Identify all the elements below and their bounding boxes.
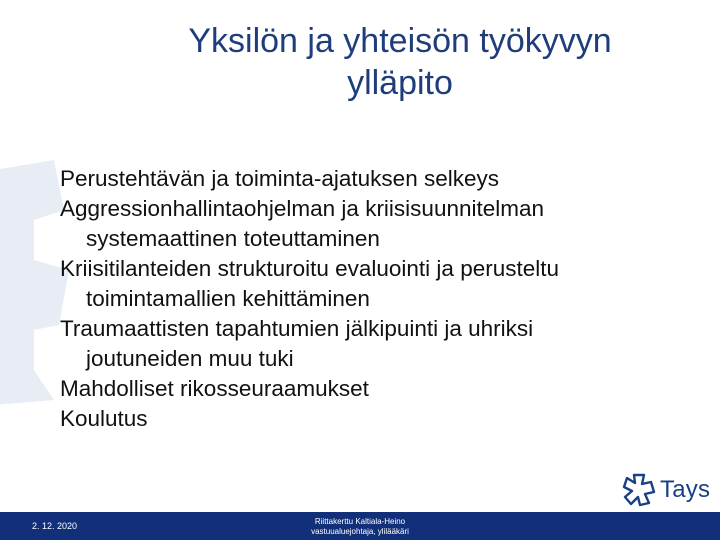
- bullet-text: Mahdolliset rikosseuraamukset: [60, 376, 369, 401]
- tays-cross-logo-icon: [622, 473, 656, 507]
- bullet-text: systemaattinen toteuttaminen: [86, 226, 380, 251]
- bullet-text: Kriisitilanteiden strukturoitu evaluointi ja perusteltu: [60, 256, 560, 281]
- bullet-text: Perustehtävän ja toiminta-ajatuksen selkeys: [60, 166, 499, 191]
- bullet-text: joutuneiden muu tuki: [86, 346, 294, 371]
- logo-text: Tays: [660, 476, 711, 503]
- footer-author-role: vastuualuejohtaja, ylilääkäri: [311, 527, 409, 536]
- bullet-text: Koulutus: [60, 406, 148, 431]
- list-item: [60, 374, 700, 404]
- list-item: [60, 404, 700, 434]
- footer-date: 2. 12. 2020: [32, 521, 78, 531]
- list-item: [60, 254, 700, 314]
- footer-bar: [0, 512, 720, 540]
- bullet-list: [60, 164, 700, 434]
- bullet-text: Traumaattisten tapahtumien jälkipuinti ja uhriksi: [60, 316, 534, 341]
- footer-author-name: Riittakerttu Kaltiala-Heino: [314, 517, 406, 526]
- bullet-text: Aggressionhallintaohjelman ja kriisisuunnitelman: [60, 196, 545, 221]
- footer-author: [250, 517, 470, 537]
- list-item: [60, 314, 700, 374]
- list-item: [60, 194, 700, 254]
- page-title: [110, 20, 690, 104]
- bullet-text: toimintamallien kehittäminen: [86, 286, 370, 311]
- title-line: Yksilön ja yhteisön työkyvyn: [188, 22, 612, 60]
- list-item: [60, 164, 700, 194]
- title-line: ylläpito: [347, 64, 453, 102]
- tays-logo: [622, 470, 718, 510]
